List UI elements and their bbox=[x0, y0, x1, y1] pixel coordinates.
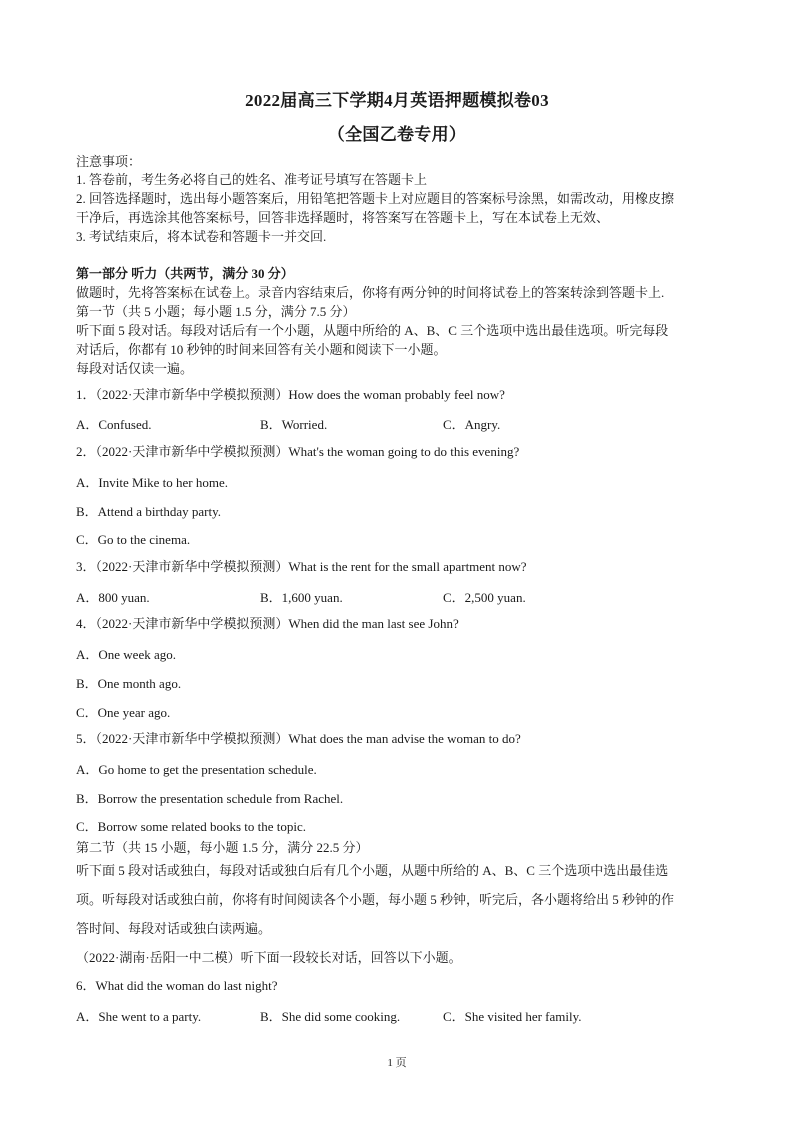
question-4-option-b: B．One month ago. bbox=[76, 676, 182, 691]
section2-instruction-2: 项。听每段对话或独白前，你将有时间阅读各个小题，每小题 5 秒钟，听完后，各小题将给出 5 秒钟的作 bbox=[76, 892, 675, 907]
question-5-option-a: A．Go home to get the presentation schedule. bbox=[76, 762, 317, 777]
section1-instruction-2: 对话后，你都有 10 秒钟的时间来回答有关小题和阅读下一小题。 bbox=[76, 342, 447, 357]
question-1-option-a: A．Confused. bbox=[76, 417, 152, 432]
question-1-option-c: C．Angry. bbox=[443, 417, 501, 432]
question-4-stem: 4．（2022·天津市新华中学模拟预测）When did the man last see John? bbox=[76, 616, 459, 631]
question-5-stem: 5．（2022·天津市新华中学模拟预测）What does the man advise the woman to do? bbox=[76, 731, 521, 746]
section1-instruction-3: 每段对话仅读一遍。 bbox=[76, 361, 194, 376]
question-5-option-c: C．Borrow some related books to the topic. bbox=[76, 819, 306, 834]
notice-item-3: 3. 考试结束后，将本试卷和答题卡一并交回. bbox=[76, 229, 327, 244]
question-4-option-a: A．One week ago. bbox=[76, 647, 176, 662]
page-number: 1 页 bbox=[387, 1057, 407, 1069]
question-4-option-c: C．One year ago. bbox=[76, 705, 171, 720]
question-3-option-b: B．1,600 yuan. bbox=[260, 590, 343, 605]
question-2-option-b: B．Attend a birthday party. bbox=[76, 504, 222, 519]
question-3-option-c: C．2,500 yuan. bbox=[443, 590, 526, 605]
section2-instruction-1: 听下面 5 段对话或独白，每段对话或独白后有几个小题，从题中所给的 A、B、C 三个选项中选出最佳选 bbox=[76, 863, 669, 878]
section1-instruction-1: 听下面 5 段对话。每段对话后有一个小题，从题中所给的 A、B、C 三个选项中选出最佳选项。听完每段 bbox=[76, 323, 669, 338]
question-6-option-a: A．She went to a party. bbox=[76, 1009, 202, 1024]
question-6-option-b: B．She did some cooking. bbox=[260, 1009, 401, 1024]
section2-instruction-3: 答时间、每段对话或独白读两遍。 bbox=[76, 921, 272, 936]
notice-heading: 注意事项： bbox=[76, 154, 142, 169]
section1-heading: 第一节（共 5 小题；每小题 1.5 分，满分 7.5 分） bbox=[76, 304, 356, 319]
part1-heading: 第一部分 听力（共两节，满分 30 分） bbox=[76, 266, 294, 281]
notice-item-1: 1. 答卷前，考生务必将自己的姓名、准考证号填写在答题卡上 bbox=[76, 172, 428, 187]
notice-item-2: 2. 回答选择题时，选出每小题答案后，用铅笔把答题卡上对应题目的答案标号涂黑，如需改动，用橡皮擦 bbox=[76, 191, 675, 206]
question-1-stem: 1．（2022·天津市新华中学模拟预测）How does the woman probably feel now? bbox=[76, 387, 505, 402]
notice-item-2-cont: 干净后，再选涂其他答案标号，回答非选择题时，将答案写在答题卡上，写在本试卷上无效、 bbox=[76, 210, 610, 225]
section2-source: （2022·湖南·岳阳一中二模）听下面一段较长对话，回答以下小题。 bbox=[76, 950, 462, 965]
question-2-option-c: C．Go to the cinema. bbox=[76, 532, 191, 547]
question-6-option-c: C．She visited her family. bbox=[443, 1009, 582, 1024]
exam-subtitle: （全国乙卷专用） bbox=[327, 125, 467, 144]
question-2-stem: 2．（2022·天津市新华中学模拟预测）What's the woman going to do this evening? bbox=[76, 444, 520, 459]
question-1-option-b: B．Worried. bbox=[260, 417, 328, 432]
part1-intro: 做题时，先将答案标在试卷上。录音内容结束后，你将有两分钟的时间将试卷上的答案转涂到答题卡上. bbox=[76, 285, 665, 300]
exam-title: 2022届高三下学期4月英语押题模拟卷03 bbox=[245, 91, 549, 110]
question-6-stem: 6．What did the woman do last night? bbox=[76, 978, 278, 993]
section2-heading: 第二节（共 15 小题，每小题 1.5 分，满分 22.5 分） bbox=[76, 840, 369, 855]
question-5-option-b: B．Borrow the presentation schedule from Rachel. bbox=[76, 791, 344, 806]
question-2-option-a: A．Invite Mike to her home. bbox=[76, 475, 228, 490]
question-3-option-a: A．800 yuan. bbox=[76, 590, 150, 605]
question-3-stem: 3．（2022·天津市新华中学模拟预测）What is the rent for the small apartment now? bbox=[76, 559, 527, 574]
